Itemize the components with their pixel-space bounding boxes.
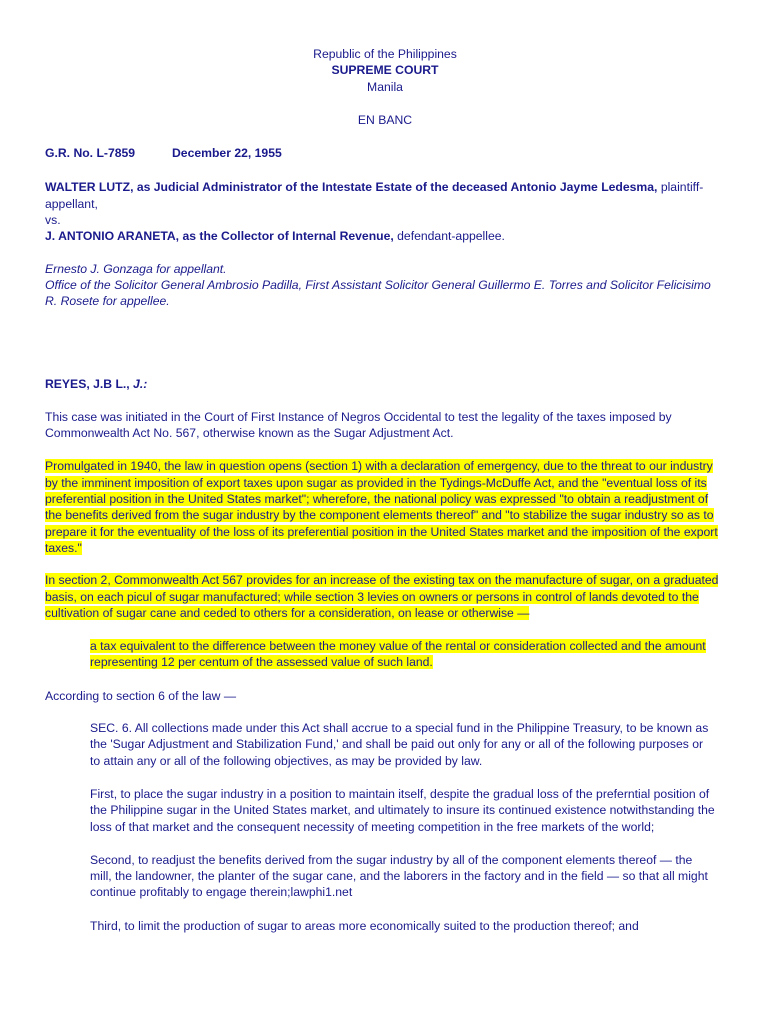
appellee-role: defendant-appellee. [393, 229, 505, 244]
highlighted-text: In section 2, Commonwealth Act 567 provides for an increase of the existing tax on the manufacture of sugar, on a graduated basis, on each picul of sugar manufactured; while section 3 levies on owners or persons in control of lands devoted to the cultivation of sugar cane and ceded to others for a consideration, on lease or otherwise — [45, 573, 719, 620]
document-page [45, 46, 725, 934]
counsel-appellant: Ernesto J. Gonzaga for appellant. [45, 261, 227, 276]
appellant-name: WALTER LUTZ, as Judicial Administrator of the Intestate Estate of the deceased Antonio Jayme Ledesma, [45, 180, 658, 195]
quoted-tax-provision [90, 638, 715, 671]
ponente-title: J.: [133, 376, 148, 391]
case-parties [45, 179, 725, 212]
quoted-purpose-first: First, to place the sugar industry in a position to maintain itself, despite the gradual loss of the preferntial position of the Philippine sugar in the United States market, and ultimately to insure its continued existence notwithstanding the loss of that market and the consequent necessity of meeting competition in the free markets of the world; [90, 786, 715, 834]
ponente-name: REYES, J.B L., [45, 376, 134, 391]
paragraph-intro: This case was initiated in the Court of First Instance of Negros Occidental to test the legality of the taxes imposed by Commonwealth Act No. 567, otherwise known as the Sugar Adjustment Act. [45, 409, 672, 441]
gr-number: G.R. No. L-7859 [45, 146, 136, 161]
court-name: SUPREME COURT [331, 63, 439, 78]
quoted-purpose-third: Third, to limit the production of sugar to areas more economically suited to the production thereof; and [90, 918, 639, 933]
quoted-section-6: SEC. 6. All collections made under this Act shall accrue to a special fund in the Philippine Treasury, to be known as the 'Sugar Adjustment and Stabilization Fund,' and shall be paid out only for any or all of the following purposes or to attain any or all of the following objectives, as may be provided by law. [90, 721, 709, 768]
appellee-name: J. ANTONIO ARANETA, as the Collector of Internal Revenue, [45, 229, 394, 244]
case-number-line [45, 145, 725, 161]
counsel-appellee: Office of the Solicitor General Ambrosio Padilla, First Assistant Solicitor General Guillermo E. Torres and Solicitor Felicisimo R. Rosete for appellee. [45, 277, 711, 309]
appellant-role: plaintiff-appellant, [45, 180, 704, 211]
versus-line: vs. [45, 213, 61, 228]
ponente-line [45, 376, 725, 392]
appellee-line [45, 228, 725, 244]
highlighted-text: a tax equivalent to the difference between the money value of the rental or consideration collected and the amount representing 12 per centum of the assessed value of such land. [90, 639, 706, 670]
paragraph-section-6-intro: According to section 6 of the law — [45, 688, 237, 703]
paragraph-section-2 [45, 572, 725, 621]
highlighted-text: Promulgated in 1940, the law in question opens (section 1) with a declaration of emergency, due to the threat to our industry by the imminent imposition of export taxes upon sugar as provided in the Tydings-McDuffe Act, and the "eventual loss of its preferential position in the United States market"; wherefore, the national policy was expressed "to obtain a readjustment of the benefits derived from the sugar industry by the component elements thereof" and "to stabilize the sugar industry so as to prepare it for the eventuality of the loss of its preferential position in the United States market and the imposition of the export taxes." [45, 459, 718, 555]
decision-date: December 22, 1955 [172, 146, 282, 161]
paragraph-promulgated [45, 458, 725, 556]
republic-line: Republic of the Philippines [313, 47, 457, 61]
quoted-purpose-second: Second, to readjust the benefits derived from the sugar industry by all of the component elements thereof — the mill, the landowner, the planter of the sugar cane, and the laborers in the factory and in the field — so that all might continue profitably to engage therein;lawphi1.net [90, 852, 708, 900]
division-line: EN BANC [357, 112, 413, 127]
city-line: Manila [367, 79, 403, 94]
